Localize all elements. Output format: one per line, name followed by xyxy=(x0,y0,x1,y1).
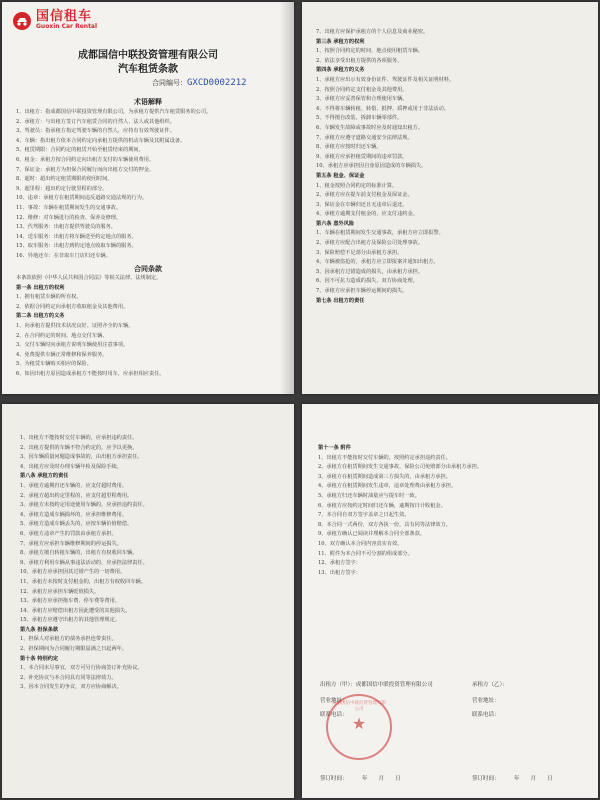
clause-item: 2、承租方应在提车前支付租金及保证金。 xyxy=(316,192,413,199)
clause-item: 11、附件为本合同不可分割的组成部分。 xyxy=(318,550,413,557)
article-heading: 第七条 出租方的责任 xyxy=(316,297,365,304)
clause-item: 6、因不可抗力造成的损失，双方协商处理。 xyxy=(316,278,418,285)
clause-item: 12、承租方应承担车辆贬值损失。 xyxy=(20,588,100,595)
term-item: 16、异地还车：在非取车门店归还车辆。 xyxy=(16,252,111,259)
clause-item: 6、如因出租方原因造成承租方不能按时用车，应承担相应责任。 xyxy=(16,370,165,377)
clause-item: 7、承租方应遵守道路交通安全法律法规。 xyxy=(316,134,413,141)
document-page-2 xyxy=(302,2,598,394)
contract-number-label: 合同编号： xyxy=(152,79,187,87)
article-heading: 第六条 意外风险 xyxy=(316,220,355,227)
company-logo xyxy=(12,10,97,31)
term-item: 2、承租方：与出租方签订汽车租赁合同的自然人、法人或其他组织。 xyxy=(16,118,175,125)
contract-number-value: GXCD0002212 xyxy=(187,78,247,88)
page3-body xyxy=(20,434,284,693)
clause-item: 3、保证金在车辆归还且无违章后退还。 xyxy=(316,201,408,208)
clause-item: 10、双方确认本合同内容真实有效。 xyxy=(318,540,403,547)
clause-item: 11、承租方未按时支付租金的，出租方有权收回车辆。 xyxy=(20,578,146,585)
lessee-label: 承租方（乙）： xyxy=(472,682,508,688)
contract-number xyxy=(152,78,247,88)
clause-item: 2、承租方应配合出租方及保险公司处理事故。 xyxy=(316,240,424,247)
company-title: 成都国信中联投资管理有限公司 xyxy=(78,50,218,61)
clause-item: 3、承租方未按约定用途使用车辆的，应承担违约责任。 xyxy=(20,502,148,509)
term-item: 1、出租方：指成都国信中联投资管理有限公司，为承租方提供汽车租赁服务的公司。 xyxy=(16,109,212,115)
term-item: 15、取车服务：出租方到约定地点收取车辆的服务。 xyxy=(16,243,137,250)
clause-item: 5、承租方归还车辆时油量应与提车时一致。 xyxy=(318,492,420,499)
term-item: 11、事故：车辆在租赁期间发生的交通事故。 xyxy=(16,204,122,211)
clause-item: 2、担保期间为合同履行期限届满之日起两年。 xyxy=(20,646,128,653)
sign-date: 年 月 日 xyxy=(362,776,401,782)
document-page-4 xyxy=(302,404,598,798)
seal-text: 成都国信中联投资管理有限公司 xyxy=(332,701,386,712)
logo-english: Guoxin Car Rental xyxy=(36,23,98,30)
terms-list xyxy=(16,108,284,262)
clause-item: 7、出租方应保护承租方的个人信息及商业秘密。 xyxy=(316,29,429,35)
term-item: 6、租金：承租方按合同约定向出租方支付的车辆使用费用。 xyxy=(16,156,155,163)
lessor-label: 出租方（甲）：成都国信中联投资管理有限公司 xyxy=(320,682,433,688)
clause-item: 10、承租方应承担因其过错产生的一切费用。 xyxy=(20,569,126,576)
clause-item: 7、本合同自双方签字盖章之日起生效。 xyxy=(318,512,410,519)
clause-item: 2、承租方超出约定里程的，应支付超里程费用。 xyxy=(20,492,133,499)
clause-item: 2、出租方提供的车辆不符合约定的，应予以更换。 xyxy=(20,444,138,451)
article-heading: 第八条 承租方的责任 xyxy=(20,473,69,480)
clause-item: 8、承租方应按时归还车辆。 xyxy=(316,144,382,151)
term-item: 5、租赁期限：合同约定的租赁开始至租赁结束的期间。 xyxy=(16,147,144,154)
clause-item: 4、免费提供车辆正常维修和保养服务。 xyxy=(16,351,108,358)
term-item: 3、驾驶员：指承租方指定驾驶车辆的自然人，应持有有效驾驶证件。 xyxy=(16,128,175,135)
clause-item: 4、承租方在租赁期间发生违章，违章处理费由承租方承担。 xyxy=(318,483,457,490)
clause-item: 1、承租方应出示有效身份证件、驾驶证件及相关证明材料。 xyxy=(316,76,455,83)
clause-item: 10、承租方应承担因自身原因造成的车辆损失。 xyxy=(316,163,427,170)
clause-item: 6、承租方应按约定时间归还车辆，逾期按日计收租金。 xyxy=(318,502,446,509)
clause-item: 5、为租赁车辆购买相应的保险。 xyxy=(16,361,92,368)
article-heading: 第三条 承租方的权利 xyxy=(316,38,365,45)
clause-item: 4、不得将车辆转租、转借、抵押、质押或用于非法活动。 xyxy=(316,105,449,112)
clause-item: 8、承租方擅自转租车辆的，出租方有权收回车辆。 xyxy=(20,550,138,557)
lessee-sign-date: 年 月 日 xyxy=(514,776,553,782)
lessee-address-label: 营业地址： xyxy=(472,698,500,704)
clauses-intro: 本条款依照《中华人民共和国合同法》等相关法律、法规制定。 xyxy=(16,275,162,281)
article-heading: 第五条 租金、保证金 xyxy=(316,172,365,179)
clause-item: 13、承租方应承担拖车费、停车费等费用。 xyxy=(20,598,120,605)
article-heading: 第二条 出租方的义务 xyxy=(16,313,65,320)
clause-item: 1、本合同未尽事宜，双方可另行协商签订补充协议。 xyxy=(20,665,143,672)
clause-item: 2、按照合同约定支付租金及其他费用。 xyxy=(316,86,408,93)
lessee-sign-time-label: 签订时间： xyxy=(472,776,500,782)
document-page-3 xyxy=(2,404,294,798)
clause-item: 7、承租方应承担车辆停运期间的损失。 xyxy=(316,288,408,295)
terms-heading: 术语解释 xyxy=(134,97,162,106)
term-item: 8、超时：超出约定租赁期限的使用时间。 xyxy=(16,176,113,183)
clause-item: 9、承租方确认已阅读并理解本合同全部条款。 xyxy=(318,531,426,538)
clause-item: 3、保险赔偿不足部分由承租方承担。 xyxy=(316,249,403,256)
article-heading: 第一条 出租方的权利 xyxy=(16,284,65,291)
clause-item: 4、承租方逾期支付租金的，应支付违约金。 xyxy=(316,211,418,218)
clause-item: 2、依据合同约定向承租方收取租金及其他费用。 xyxy=(16,303,129,310)
clause-item: 1、租金按照合同约定的标准计算。 xyxy=(316,182,398,189)
article-heading: 第十条 特别约定 xyxy=(20,655,59,662)
term-item: 10、违章：承租方在租赁期间违反道路交通法规的行为。 xyxy=(16,195,148,202)
clause-item: 3、承租方在租赁期间造成第三方损失的，由承租方承担。 xyxy=(318,473,451,480)
sign-time-label: 签订时间： xyxy=(320,776,348,782)
clause-item: 1、出租方不能按时交付车辆的，应承担违约责任。 xyxy=(20,435,138,441)
phone-label: 联系电话： xyxy=(320,712,348,718)
document-page-1 xyxy=(2,2,294,394)
clause-item: 2、承租方在租赁期间发生交通事故，保险公司免赔部分由承租方承担。 xyxy=(318,464,483,471)
clause-item: 1、按照合同约定的时间、地点使用租赁车辆。 xyxy=(316,48,424,55)
clause-item: 1、向承租方提供技术状况良好、证照齐全的车辆。 xyxy=(16,322,134,329)
clause-item: 8、本合同一式两份，双方各执一份，具有同等法律效力。 xyxy=(318,521,451,528)
clause-item: 2、依法享受出租方提供的各项服务。 xyxy=(316,57,403,64)
clause-item: 3、交付车辆时向承租方说明车辆使用注意事项。 xyxy=(16,342,129,349)
term-item: 9、超里程：超出约定行驶里程的部分。 xyxy=(16,185,108,192)
document-title: 汽车租赁条款 xyxy=(118,64,178,75)
clause-item: 5、承租方造成车辆丢失的，应按车辆价值赔偿。 xyxy=(20,521,133,528)
article-heading: 第九条 担保条款 xyxy=(20,626,59,633)
term-item: 12、维修：对车辆进行的检查、保养及修理。 xyxy=(16,214,122,221)
page2-body xyxy=(316,28,588,306)
clause-item: 1、出租方不能按时交付车辆的，按照约定承担违约责任。 xyxy=(318,454,451,461)
term-item: 13、代驾服务：出租方提供驾驶员的服务。 xyxy=(16,224,116,231)
clause-item: 3、因本合同发生的争议，双方应协商解决。 xyxy=(20,684,122,691)
article-heading: 第四条 承租方的义务 xyxy=(316,67,365,74)
clause-item: 14、承租方应赔偿出租方因此遭受的其他损失。 xyxy=(20,607,131,614)
clause-item: 13、出租方签字： xyxy=(318,569,361,576)
company-seal xyxy=(326,694,392,760)
logo-chinese: 国信租车 xyxy=(36,9,93,24)
clause-item: 12、承租方签字： xyxy=(318,560,361,567)
article-heading: 第十一条 附件 xyxy=(318,445,351,451)
clause-item: 3、因车辆质量问题造成事故的，由出租方承担责任。 xyxy=(20,454,143,461)
clause-item: 15、承租方应遵守出租方的其他管理规定。 xyxy=(20,617,120,624)
address-label: 营业地址： xyxy=(320,698,348,704)
clause-item: 1、担保人对承租方的债务承担连带责任。 xyxy=(20,636,117,643)
clause-item: 3、承租方应妥善保管和合理使用车辆。 xyxy=(316,96,408,103)
page4-body xyxy=(318,444,588,578)
clause-item: 9、承租方利用车辆从事违法活动的，应承担法律责任。 xyxy=(20,559,148,566)
clause-item: 1、承租方逾期归还车辆的，应支付超时费用。 xyxy=(20,482,128,489)
term-item: 4、车辆：指出租方依本合同约定向承租方提供的机动车辆及其附属设备。 xyxy=(16,137,186,144)
clauses-heading: 合同条款 xyxy=(134,264,162,273)
clause-item: 5、不得擅自改装、拆卸车辆零部件。 xyxy=(316,115,403,122)
clause-item: 4、车辆被盗抢的，承租方应立即报案并通知出租方。 xyxy=(316,259,439,266)
clause-item: 6、承租方违章产生的罚款由承租方承担。 xyxy=(20,530,117,537)
clauses-body xyxy=(16,274,284,380)
clause-item: 2、补充协议与本合同具有同等法律效力。 xyxy=(20,674,117,681)
clause-item: 7、承租方应承担车辆维修期间的停运损失。 xyxy=(20,540,122,547)
clause-item: 4、出租方应及时办理车辆年检及保险手续。 xyxy=(20,463,122,470)
clause-item: 2、在合同约定的时间、地点交付车辆。 xyxy=(16,332,108,339)
clause-item: 6、车辆发生故障或事故时应及时通知出租方。 xyxy=(316,124,424,131)
term-item: 14、送车服务：出租方将车辆送至约定地点的服务。 xyxy=(16,233,137,240)
clause-item: 5、因承租方过错造成的损失，由承租方承担。 xyxy=(316,268,424,275)
car-logo-icon xyxy=(12,11,32,31)
clause-item: 1、拥有租赁车辆的所有权。 xyxy=(16,294,82,301)
clause-item: 9、承租方应承担租赁期间的违章罚款。 xyxy=(316,153,408,160)
star-icon: ★ xyxy=(351,714,367,733)
clause-item: 4、承租方造成车辆损坏的，应承担维修费用。 xyxy=(20,511,128,518)
clause-item: 1、车辆在租赁期间发生交通事故，承租方应立即报警。 xyxy=(316,230,444,237)
term-item: 7、保证金：承租方为担保合同履行而向出租方交付的押金。 xyxy=(16,166,155,173)
lessee-phone-label: 联系电话： xyxy=(472,712,500,718)
